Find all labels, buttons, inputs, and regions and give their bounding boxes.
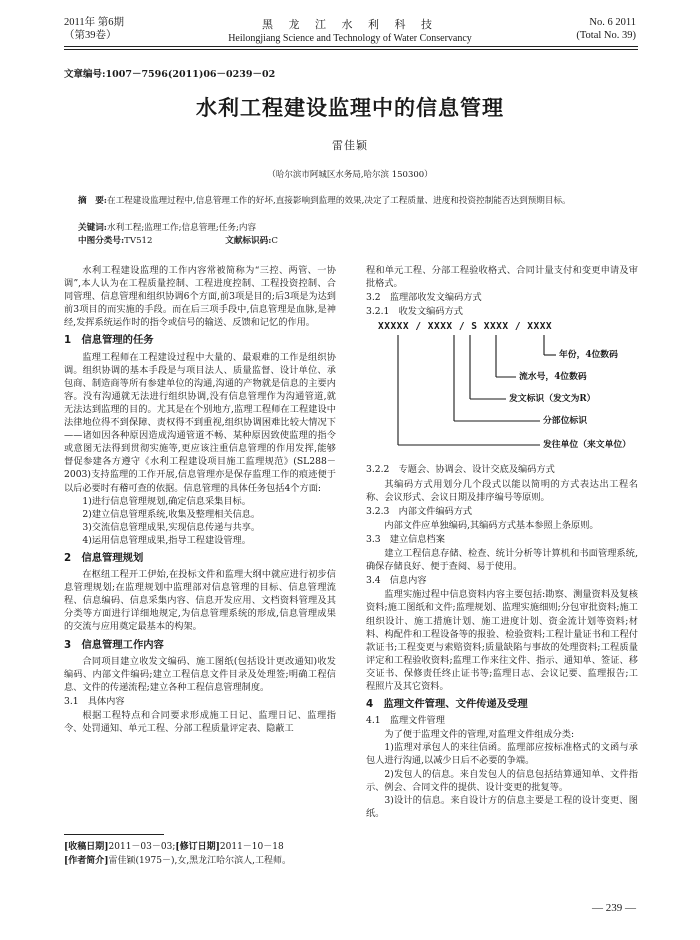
clc-label: 中图分类号: xyxy=(78,236,125,246)
received-label: [收稿日期] xyxy=(64,842,109,852)
section-3-2-2-paragraph: 其编码方式用划分几个段式以能以简明的方式表达出工程名称、会议形式、会议日期及排序编号等原则。 xyxy=(366,478,638,503)
section-2-paragraph: 在枢纽工程开工伊始,在投标文件和监理大纲中就应进行初步信息管理规划;在监理规划中监理部对信息管理的目标、信息管理流程、信息编码、信息采集内容、信息开发应用、文档资料管理及其分类等方面进行详细地规定,为信息管理系统的形成,信息管理成果的交流与应用奠定最基本的构架。 xyxy=(64,569,336,633)
journal-name-en: Heilongjiang Science and Technology of Water Conservancy xyxy=(228,33,472,44)
task-item-4: 4)运用信息管理成果,指导工程建设管理。 xyxy=(82,534,251,546)
header-issue-line1: 2011年 第6期 xyxy=(64,17,124,28)
section-3-3-heading: 3.3 建立信息档案 xyxy=(366,533,445,545)
section-3-4-heading: 3.4 信息内容 xyxy=(366,575,427,587)
section-3-2-heading: 3.2 监理部收发文编码方式 xyxy=(366,292,482,304)
keywords-label: 关键词: xyxy=(78,223,107,233)
code-format: XXXXX / XXXX / S XXXX / XXXX xyxy=(378,321,553,333)
continued-paragraph: 程和单元工程、分部工程验收格式、合同计量支付和变更申请及审批格式。 xyxy=(366,265,638,290)
revised-date: 2011－10－18 xyxy=(219,842,284,852)
header-rule-thin xyxy=(64,49,638,50)
section-3-4-paragraph: 监理实施过程中信息资料内容主要包括:勘察、测量资料及复核资料;施工图纸和文件;监理规划、监理实施细则;分包审批资料;施工组织设计、施工措施计划、施工进度计划、资金流计划等资料;材料、构配件和工程设备等的报验、检验资料;工程计量证书和工程付款证书;工程变更与索赔资料;质量缺陷与事故的处理资料;工程质量评定和工程验收资料;监理工作来往文件、指示、通知单、签证、移交证书、保修责任终止证书等;监理日志、会议记要、监理报告;工程照片及其它资料。 xyxy=(366,589,638,692)
section-1-heading: 1 信息管理的任务 xyxy=(64,334,154,347)
doc-code-value: C xyxy=(271,236,278,246)
doc-class-item-3: 3)设计的信息。来自设计方的信息主要是工程的设计变更、图纸。 xyxy=(366,794,638,819)
bio-label: [作者简介] xyxy=(64,856,109,866)
classification xyxy=(78,235,638,247)
code-diagram xyxy=(366,335,638,457)
page-number: — 239 — xyxy=(592,902,636,914)
code-label-year: 年份，4位数码 xyxy=(559,350,618,361)
doc-class-item-2: 2)发包人的信息。来自发包人的信息包括结算通知单、文件指示、例会、合同文件的提供、设计变更的批复等。 xyxy=(366,768,638,793)
doc-code-label: 文献标识码: xyxy=(225,236,272,246)
task-item-2: 2)建立信息管理系统,收集及整理相关信息。 xyxy=(82,508,261,520)
task-item-3: 3)交流信息管理成果,实现信息传递与共享。 xyxy=(82,521,261,533)
journal-name-cn: 黑 龙 江 水 利 科 技 xyxy=(262,18,438,31)
received-date: 2011－03－03; xyxy=(108,842,176,852)
abstract xyxy=(78,195,638,207)
author-name: 雷佳颖 xyxy=(332,139,368,152)
keywords xyxy=(78,222,638,234)
clc-value: TV512 xyxy=(124,236,153,246)
header-issue-line2: （第39卷） xyxy=(64,30,117,41)
section-3-1-paragraph: 根据工程特点和合同要求形成施工日记、监理日记、监理指令、处罚通知、单元工程、分部工程质量评定表、隐蔽工 xyxy=(64,710,336,735)
code-label-unit: 发往单位（来文单位） xyxy=(543,440,631,451)
abstract-label: 摘 要: xyxy=(78,196,107,206)
section-3-heading: 3 信息管理工作内容 xyxy=(64,638,164,651)
code-label-serial: 流水号，4位数码 xyxy=(519,372,587,383)
abstract-text: 在工程建设监理过程中,信息管理工作的好坏,直接影响到监理的效果,决定了工程质量、进度和投资控制能否达到预期目标。 xyxy=(106,196,571,206)
code-label-part: 分部位标识 xyxy=(543,416,587,427)
header-number-line2: (Total No. 39) xyxy=(576,30,636,41)
section-3-2-2-heading: 3.2.2 专题会、协调会、设计交底及编码方式 xyxy=(366,464,555,476)
body-column-left xyxy=(64,264,336,735)
section-4-1-paragraph: 为了便于监理文件的管理,对监理文件组成分类: xyxy=(384,729,575,741)
section-3-2-1-heading: 3.2.1 收发文编码方式 xyxy=(366,306,463,318)
section-3-2-3-paragraph: 内部文件应单独编码,其编码方式基本参照上条原则。 xyxy=(384,519,599,531)
intro-paragraph: 水利工程建设监理的工作内容常被简称为“三控、两管、一协调”,本人认为在工程质量控制、工程进度控制、工程投资控制、合同管理、信息管理和组织协调6个方面,前3项是目的;后3项是为达到前3项目的而实施的手段。而在后三项手段中,信息管理是血脉,是神经,发挥系统运作时的指令或信号的输送、反馈和记忆的作用。 xyxy=(64,265,336,329)
revised-label: [修订日期] xyxy=(175,842,220,852)
section-3-2-3-heading: 3.2.3 内部文件编码方式 xyxy=(366,505,473,517)
section-3-paragraph: 合同项目建立收发文编码、施工图纸(包括设计更改通知)收发编码、内部文件编码;建立工程信息文件目录及处理签;明确工程信息、文件的传递流程;建立各种工程信息管理制度。 xyxy=(64,655,336,693)
author-affiliation: （哈尔滨市阿城区水务局,哈尔滨 150300） xyxy=(267,170,433,180)
bio-line xyxy=(64,854,364,868)
section-4-heading: 4 监理文件管理、文件传递及受理 xyxy=(366,698,528,711)
section-3-1-heading: 3.1 具体内容 xyxy=(64,695,125,707)
doc-class-item-1: 1)监理对承包人的来往信函。监理部应按标准格式的文函与承包人进行沟通,以减少日后不必要的争端。 xyxy=(366,742,638,767)
header-rule-thick xyxy=(64,46,638,47)
article-title: 水利工程建设监理中的信息管理 xyxy=(196,96,504,120)
header-number xyxy=(576,16,636,42)
header-number-line1: No. 6 2011 xyxy=(589,17,636,28)
section-2-heading: 2 信息管理规划 xyxy=(64,551,144,564)
bio-text: 雷佳颖(1975－),女,黑龙江哈尔滨人,工程师。 xyxy=(108,856,292,866)
section-4-1-heading: 4.1 监理文件管理 xyxy=(366,715,445,727)
dates-line xyxy=(64,840,364,854)
body-column-right xyxy=(366,264,638,820)
task-item-1: 1)进行信息管理规划,确定信息采集目标。 xyxy=(82,495,251,507)
article-number: 文章编号:1007－7596(2011)06－0239－02 xyxy=(64,69,276,80)
footnote-rule xyxy=(64,834,164,835)
section-1-paragraph: 监理工程师在工程建设过程中大量的、最艰难的工作是组织协调。组织协调的基本手段是与项目法人、质量监督、设计单位、承包商、制造商等所有参建单位的沟通,沟通的产物就是信息的主要内容。没有沟通就无法进行组织协调,没有信息管理作为沟通管道,就无法达到监理的目的。尤其是在个别地方,监理工程师在工程建设中法律地位得不到保障、责权得不到重视,组织协调困难比较大情况下——诸如因各种原因造成沟通管道不畅、某种原因致使监理的指令或意图无法得到贯彻实施等,更应该注重信息管理的作用发挥,能够督促参建各方遵守《水利工程建设项目施工监理规范》(SL288－2003)支持监理的工作开展,信息管理亦是保存监理工作的痕迹便于以后必要时有稽可查的依据。信息管理的具体任务包括4个方面: xyxy=(64,351,336,494)
article-meta xyxy=(64,840,364,868)
code-label-flag: 发文标识（发文为R） xyxy=(509,394,596,405)
keywords-text: 水利工程;监理工作;信息管理;任务;内容 xyxy=(106,223,257,233)
section-3-3-paragraph: 建立工程信息存储、检查、统计分析等计算机和书面管理系统,确保存储良好、便于查阅、易于使用。 xyxy=(366,548,638,573)
